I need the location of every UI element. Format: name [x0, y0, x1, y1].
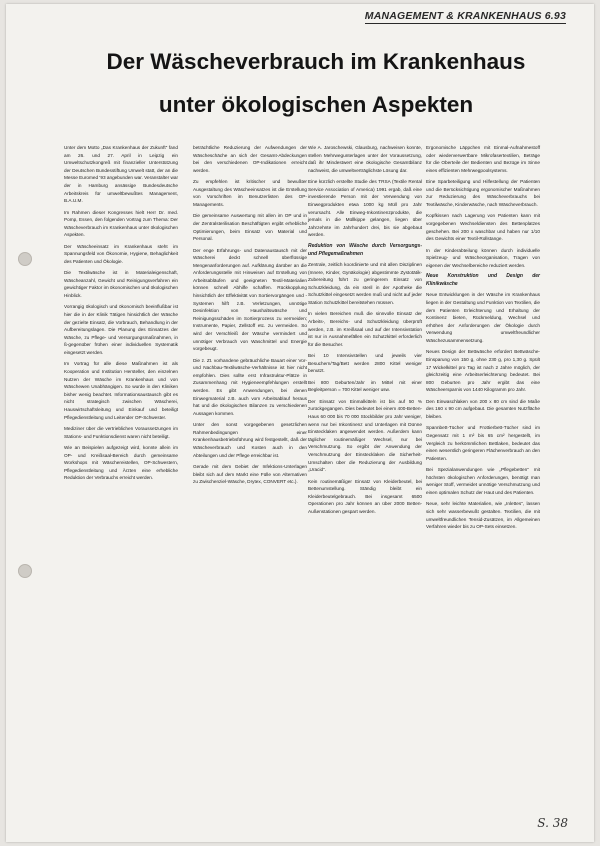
paragraph: Der Wäscheeinsatz im Krankenhaus steht im Spannungsfeld von Ökonomie, Hygiene, Behaglichkeit des Patienten und Ökologie.: [64, 243, 178, 264]
paragraph: Zu empfehlen ist kritischer und bewußter Ausgestaltung des Wäscheeinsatzes ist die Erstellung von Vorschriften im Benutzerlisten des OP-Managements.: [193, 179, 307, 207]
document-page: [6, 4, 594, 842]
paragraph: Neue, sehr leichte Materialien, wie „Inlettes“, lassen sich sehr wasserbewußt gestalten. Textilien, die mit umweltfreundlichen Tensid-Zusätzen, im Allgemeinen Verfahren wieder bis zu OP-Sets einsetzen.: [426, 501, 540, 530]
paragraph: In vielen Bereichen muß die sinnvolle Einsatz der Arbeits-, Bereichs- und Schutzkleidung überprüft werden, z.B. im Kreißsaal und auf der Intensivstation ist nur in Ausnahmefällen ein Schutzkittel erforderlich für die Besucher.: [308, 311, 422, 347]
paragraph: Im Vortrag für alle diese Maßnahmen ist als Kooperation und Institution Hersteller, den einzelnen Nutzen der Wäsche im Krankenhaus und von Wäschewen Unabhängigen. So wurde in den Kliniken bisher wenig beachtet. Informationsaustausch gibt es nicht strategisch zwischen Wäscherei, Hauswirtschaftsleitung und Einkauf und beteiligt Pflegedienstleitung und Leitender OP-Schwester.: [64, 361, 178, 420]
paragraph: beträchtliche Reduzierung der Aufwendungen der Wäscheschäche an sich der Gesamt-Abdeckungen bei den verschiedenen OP-Indikationen erreicht werden.: [193, 145, 307, 173]
paragraph: Eine Sparbeteiligung und Hilfestellung der Patienten und die Berücksichtigung ergonomischer Maßnahmen zur Reduzierung des Wäscheverbrauchs bei Textilwäsche, Kinderwäsche, nach Wäscheverbrauch.: [426, 179, 540, 207]
paragraph: Unter den sonst vorgegebenen gesetzlichen Rahmenbedingungen einer Krankenhausbetriebsführung wird festgestellt, daß der Wäscheverbrauch und Kosten auch in den Abteilungen und der Pflege erreichbar ist.: [193, 422, 307, 458]
section-subheading: Reduktion von Wäsche durch Versorgungs- und Pflegemaßnahmen: [308, 242, 422, 257]
punch-hole: [18, 252, 32, 266]
text-column-1: [64, 144, 178, 486]
paragraph: Der enge Erfahrungs- und Datenaustausch mit der Wäscherei deckt schnell überflüssige Mengenanforderungen auf. Aufklärung darüber an die Anforderungsstelle mit Hinweisen auf Erstellung von Arbeitsabläufen und geeigneten Textil-Materialien können schnell Abhilfe schaffen. Rückkopplung hinsichtlich der Effektivität von Sortiervorgängen und -Systemen hilft z.B. Verletzungen, unnötige Desinfektion von Haushaltswäsche und Reinigungsschäden im Sortierprozess zu vermeiden; Instrumente, Papier, Zellstoff etc. zu vermeiden. So wird der Verschleiß der Wäsche vermindert und unnötiger Verbrauch von Waschmittel und Energie vorgebeugt.: [193, 247, 307, 352]
paragraph: Neues Design der Bettwäsche erfordert Bettwäsche-Einsparung von 150 g, ohne 230 g, pro 1,30 g. Spült 17 Wickelkittel pro Tag ist nach 2 Jahre möglich, der gleichzeitig eine Arbeitserleichterung bedeutet. Bei 800 Geburten pro Jahr ergibt das eine Wäscheersparnis von 1440 Kilogramm pro Jahr.: [426, 349, 540, 393]
section-subheading: Neue Konstruktion und Design der Klinikwäsche: [426, 273, 540, 287]
paragraph: Zentrale, zeitlich koordinierte und mit allen Disziplinen (Innere, Kinder, Gynäkologie) abgestimmte Zystotätik-Zubereitung führt zu geringerem Einsatz von Schutzkleidung, da ein steril in der Apotheke die Schutzkittel eingesetzt werden muß und nicht auf jeder Station Schutzkittel bereitstehen müssen.: [308, 262, 422, 306]
paragraph: Bei Spezialanwendungen wie „Pflegebetten“ mit höchsten ökologischen Anforderungen, benötigt man weniger Stoff, vermeidet unnötige Verschmutzung und einen optimalen Schutz der Haut und des Patienten.: [426, 467, 540, 495]
text-column-3: [308, 144, 422, 519]
paragraph: Bei 800 Geburten/Jahr im Mittel mit einer Begleitperson = 700 Kittel weniger usw.: [308, 379, 422, 393]
paragraph: Gerade mit dem Gebiet der Infektions-Unterlagen bleibt sich auf dem Markt eine Fülle von Alternativen zu Zwischenziel-Wäsche, Drytex, CONVERT etc.).: [193, 463, 307, 485]
article-title-line-1: Der Wäscheverbrauch im Krankenhaus: [106, 49, 526, 74]
paragraph: Eine kürzlich erstellte Studie des TRSA (Textile Rental Service Association of America) 1991 ergab, daß eine investierende Person mit der Verwendung von Einwegprodukten etwa 1000 kg Müll pro Jahr verursacht. Alle Einweg-Inkontinenzprodukte, die jemals in die Müllkippe gelangen, liegen über Jahrzehnte im Jahrhundert drei, bis sie abgebaut werden.: [308, 179, 422, 238]
paragraph: Die z. Zt. vorhandene gebräuchliche Bauart einer Vor- und Nachbau-Textilwäsche-Verhältnisse ist hier nicht empfohlen. Dies sollte erst Infrastruktur-Plätze in Zusammenhang mit Hygieneempfehlungen erstellt werden. Es gibt Anwendungen, bei denen Einwegmaterial z.B. auch vom Arbeitsablauf heraus hat und die ökologischen Bilanzen zu verschiedenen Aussagen kommen.: [193, 357, 307, 416]
paragraph: Vorrangig ökologisch und ökonomisch beeinflußbar ist hier die in der Klinik Tätigen hinsichtlich der Wäsche der gezielte Einsatz, die Vorbrauch, Behandlung in der Aufbereitungslagen. Die Planung des Einsatzes der Wäsche, zu Pflege- und Versorgungsmaßnahmen, in ß-gegenüber frühen einer individuellen Systematik eingesetzt werden.: [64, 304, 178, 356]
paragraph: Kopfkissen nach Lagerung von Patienten kann mit vorgegebenen Wechseldiensten des Bettenplatzes geschehen. Bei 200 x waschbar und haben nur 1/10 des Gewichts einer Textil-Rollstange.: [426, 213, 540, 242]
paragraph: Der Einsatz von Einmalkitteln ist bis auf 50 % zurückgegangen. Dies bedeutet bei einem 400-Betten-Haus 60 000 bis 70 000 Stockbilder pro Jahr weniger, wenn nur bei Inkontinenz und Unterlagen mit Dünne Einstecklaken angewendet werden. Außerdem kann täglicher routinemäßiger Wechsel, nur bei Verschmutzung. So ergibt der Anwendung der Verschmutzung der Einstecklaken die Sicherheit-Umschalten über die Reduzierung der Ausbildung „Uracid“.: [308, 398, 422, 473]
paragraph: Mediziner über die vertrieblichen Voraussetzungen im Stations- und Funktionsdienst waren nicht beteiligt.: [64, 425, 178, 439]
paragraph: Unter dem Motto „Das Krankenhaus der Zukunft“ fand am 26. und 27. April in Leipzig ein Umweltschutzkongreß mit finanzieller Unterstützung der Deutschen Bundesstiftung Umwelt statt, der an die Messe Euromed '93 angebunden war. Veranstalter war der in Hamburg ansässige Bundesdeutsche Arbeitskreis für umweltbewußtes Management, B.A.U.M.: [64, 145, 178, 204]
text-column-4: [426, 144, 540, 534]
paragraph: Wie A. Jaroschewski, Glausburg, nachweisen konnte, stellen Mehrwegunterlagen unter der Voraussetzung, daß ihr Mindestwert eine ökologische Gesamtbilanz nachweist, die umweltverträglichste Lösung dar.: [308, 145, 422, 173]
paragraph: Bei 10 Intensivstellen und jeweils vier Besuchern/Tag/Bett werden 2800 Kittel weniger benutzt.: [308, 353, 422, 374]
article-title-line-2: unter ökologischen Aspekten: [158, 92, 474, 117]
paragraph: In der Kinderabteilung können durch individuelle Spielzeug- und Wäscheorganisation, Tragen von eigenen der Wechselbereiche reduziert werden.: [426, 247, 540, 268]
paragraph: Im Rahmen dieser Kongresses hielt Herr Dr. med. Pomp, Essen, den folgenden Vortrag zum Thema: Der Wäscheverbrauch im Krankenhaus unter ökologischen Aspekten.: [64, 209, 178, 238]
running-header: MANAGEMENT & KRANKENHAUS 6.93: [364, 10, 566, 22]
paragraph: Die Textilwäsche ist in Materialeigenschaft, Wäscheanzahl, Gewicht und Reinigungsverfahren ein gewichtiger Faktor im ökonomischen und ökologischen Hinblick.: [64, 270, 178, 299]
paragraph: Ergonomische Läppchen mit Einmal-Aufnahmestoff oder wiederverwertbare Mikrofasertextilien, Beträge für die Oberteile der Bedienten und Bezüge im Sinne eines effizienten Mehrwegpoolsystems.: [426, 145, 540, 173]
page-number: S. 38: [537, 816, 568, 830]
paragraph: Die gemeinsame Auswertung mit allen im OP und in der Zentralsterilisation Beschäftigten ergibt erhebliche Optimierungen, beim Einsatz von Material und Personal.: [193, 213, 307, 242]
punch-hole: [18, 564, 32, 578]
paragraph: Kein routinemäßiger Einsatz von Kleiderbeutel, bei Bettenumstellung. Ständig bleibt ein Kleiderbeutelgebrauch. Bei insgesamt 6500 Operationen pro Jahr können an über 2000 Betten-Außenstationen gespart werden.: [308, 478, 422, 514]
paragraph: Neue Entwicklungen in der Wäsche im Krankenhaus liegen in der Gestaltung und Funktion von Textilien, die dem Patienten Erleichterung und Erhaltung der Kontinenz bieten, Rückmeldung, Wechsel und erhöhen der Anforderungen der Ökologie durch Verwendung umweltfreundlicher Wäschezusammensetzung.: [426, 292, 540, 344]
paragraph: Den Einwaschlaken von 200 x 80 cm sind die Maße des 160 x 90 cm aufgebaut. Die gesamten Nutzfläche bleiben.: [426, 398, 540, 419]
paragraph: Wie an Beispielen aufgezeigt wird, konnte allein im OP- und Kreißsaal-Bereich durch gemeinsame Workshops mit Wäschereistellen, OP-Schwestern, Pflegedienstleitung und Ärzten eine erhebliche Reduktion der Verbrauchs erreicht werden.: [64, 444, 178, 481]
paragraph: Spannbett-Tücher und Frottierbett-Tücher sind im Gegensatz mit 1 m² bis 65 cm² hergestellt, im Vergleich zu herkömmlichen Bettlaken, bedeutet das einen wesentlich geringeren Flächenverbrauch an den Patienten.: [426, 425, 540, 461]
text-column-2: [193, 144, 307, 490]
